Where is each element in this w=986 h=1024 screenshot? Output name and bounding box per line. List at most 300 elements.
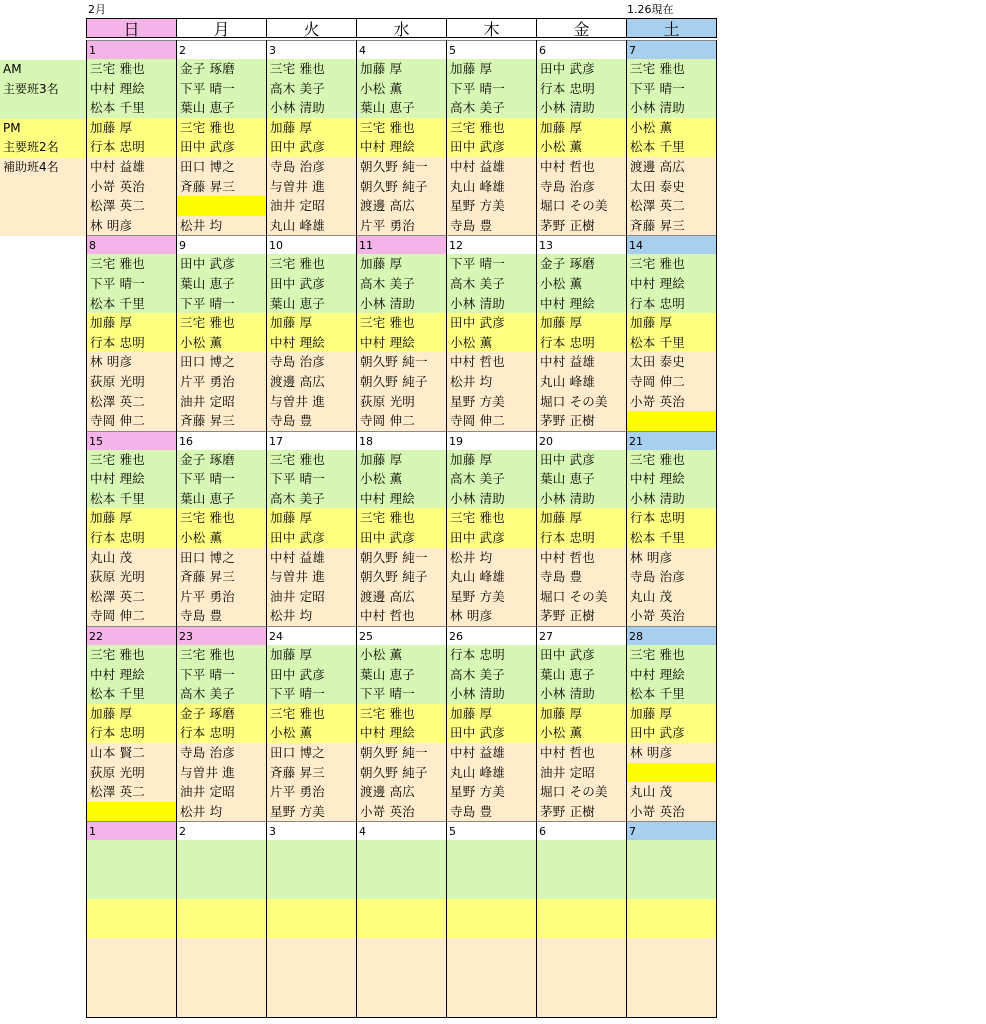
staff-name[interactable]: 小林 清助 xyxy=(360,295,415,311)
staff-name[interactable]: 中村 理絵 xyxy=(90,471,145,487)
staff-name[interactable]: 渡邊 高広 xyxy=(270,373,325,389)
staff-name[interactable]: 松井 均 xyxy=(180,217,223,233)
staff-name[interactable]: 中村 哲也 xyxy=(540,745,595,760)
staff-name[interactable]: 寺島 豊 xyxy=(270,413,313,429)
calendar-day[interactable] xyxy=(177,626,267,821)
staff-name[interactable]: 松本 千里 xyxy=(90,686,145,702)
staff-name[interactable]: 松本 千里 xyxy=(90,295,145,311)
staff-name[interactable]: 松本 千里 xyxy=(90,490,145,506)
staff-name[interactable]: 田口 博之 xyxy=(270,745,325,760)
staff-name[interactable]: 下平 晴一 xyxy=(450,80,505,96)
calendar-day[interactable] xyxy=(447,40,537,235)
staff-name[interactable]: 行本 忠明 xyxy=(540,530,595,546)
staff-name[interactable]: 高木 美子 xyxy=(450,666,505,682)
staff-name[interactable]: 加藤 厚 xyxy=(540,510,583,526)
staff-name[interactable]: 与曽井 進 xyxy=(180,764,235,780)
staff-name[interactable]: 高木 美子 xyxy=(450,471,505,487)
staff-name[interactable]: 三宅 雅也 xyxy=(630,256,685,272)
staff-name[interactable]: 星野 方美 xyxy=(450,198,505,214)
staff-name[interactable]: 中村 理絵 xyxy=(270,334,325,350)
staff-name[interactable]: 加藤 厚 xyxy=(540,119,583,135)
staff-name[interactable]: 寺岡 伸二 xyxy=(450,413,505,429)
staff-name[interactable]: 与曽井 進 xyxy=(270,393,325,409)
staff-name[interactable]: 小松 薫 xyxy=(360,647,403,663)
staff-name[interactable]: 中村 理絵 xyxy=(630,471,685,487)
staff-name[interactable]: 田中 武彦 xyxy=(630,725,685,741)
staff-name[interactable]: 松本 千里 xyxy=(90,100,145,116)
staff-name[interactable]: 下平 晴一 xyxy=(450,256,505,272)
staff-name[interactable]: 丸山 峰雄 xyxy=(540,373,595,389)
staff-name[interactable]: 中村 益雄 xyxy=(450,745,505,760)
staff-name[interactable] xyxy=(87,802,176,822)
staff-name[interactable]: 加藤 厚 xyxy=(450,705,493,721)
staff-name[interactable]: 林 明彦 xyxy=(90,217,133,233)
staff-name[interactable]: 葉山 恵子 xyxy=(180,490,235,506)
staff-name[interactable]: 朝久野 純一 xyxy=(360,745,428,760)
staff-name[interactable]: 中村 哲也 xyxy=(360,608,415,624)
staff-name[interactable]: 三宅 雅也 xyxy=(90,256,145,272)
staff-name[interactable]: 三宅 雅也 xyxy=(270,256,325,272)
staff-name[interactable]: 葉山 恵子 xyxy=(540,471,595,487)
staff-name[interactable]: 茅野 正樹 xyxy=(540,608,595,624)
staff-name[interactable]: 加藤 厚 xyxy=(270,119,313,135)
staff-name[interactable]: 丸山 峰雄 xyxy=(450,178,505,194)
staff-name[interactable]: 丸山 茂 xyxy=(90,549,133,565)
staff-name[interactable]: 小林 清助 xyxy=(540,100,595,116)
staff-name[interactable]: 中村 理絵 xyxy=(90,80,145,96)
calendar-day[interactable] xyxy=(357,626,447,821)
staff-name[interactable]: 寺島 豊 xyxy=(450,803,493,819)
staff-name[interactable]: 松井 均 xyxy=(180,803,223,819)
calendar-day[interactable] xyxy=(86,431,177,626)
calendar-day[interactable] xyxy=(267,235,357,430)
calendar-day[interactable] xyxy=(177,431,267,626)
staff-name[interactable]: 小松 薫 xyxy=(540,275,583,291)
staff-name[interactable]: 高木 美子 xyxy=(180,686,235,702)
staff-name[interactable]: 葉山 恵子 xyxy=(540,666,595,682)
staff-name[interactable]: 三宅 雅也 xyxy=(180,647,235,663)
staff-name[interactable]: 三宅 雅也 xyxy=(630,647,685,663)
staff-name[interactable]: 寺岡 伸二 xyxy=(360,413,415,429)
staff-name[interactable]: 太田 泰史 xyxy=(630,178,685,194)
staff-name[interactable]: 星野 方美 xyxy=(450,784,505,800)
staff-name[interactable]: 小松 薫 xyxy=(360,80,403,96)
staff-name[interactable]: 下平 晴一 xyxy=(180,471,235,487)
staff-name[interactable]: 中村 理絵 xyxy=(630,666,685,682)
day-number: 15 xyxy=(87,431,176,450)
staff-name[interactable]: 金子 琢磨 xyxy=(180,705,235,721)
staff-name[interactable]: 林 明彦 xyxy=(450,608,493,624)
staff-name[interactable]: 加藤 厚 xyxy=(360,256,403,272)
staff-name[interactable]: 行本 忠明 xyxy=(90,725,145,741)
staff-name[interactable]: 下平 晴一 xyxy=(180,666,235,682)
staff-name[interactable]: 小嵜 英治 xyxy=(360,803,415,819)
staff-name[interactable]: 林 明彦 xyxy=(630,549,673,565)
staff-name[interactable]: 下平 晴一 xyxy=(360,686,415,702)
staff-name[interactable]: 松本 千里 xyxy=(630,686,685,702)
staff-name[interactable]: 片平 勇治 xyxy=(180,373,235,389)
staff-name[interactable]: 下平 晴一 xyxy=(90,275,145,291)
staff-name[interactable]: 田中 武彦 xyxy=(450,725,505,741)
staff-name[interactable]: 田中 武彦 xyxy=(360,530,415,546)
staff-name[interactable]: 加藤 厚 xyxy=(540,315,583,331)
calendar-day[interactable] xyxy=(447,431,537,626)
staff-name[interactable]: 斉藤 昇三 xyxy=(180,178,235,194)
staff-name[interactable]: 加藤 厚 xyxy=(360,451,403,467)
staff-name[interactable]: 三宅 雅也 xyxy=(360,510,415,526)
staff-name[interactable]: 加藤 厚 xyxy=(90,705,133,721)
staff-name[interactable]: 丸山 峰雄 xyxy=(270,217,325,233)
staff-name[interactable]: 小松 薫 xyxy=(180,334,223,350)
staff-name[interactable]: 中村 理絵 xyxy=(540,295,595,311)
staff-name[interactable]: 山本 賢二 xyxy=(90,745,145,760)
staff-name[interactable]: 下平 晴一 xyxy=(180,295,235,311)
staff-name[interactable]: 斉藤 昇三 xyxy=(180,569,235,585)
calendar-day[interactable] xyxy=(537,821,627,1018)
staff-name[interactable]: 三宅 雅也 xyxy=(180,510,235,526)
staff-name[interactable]: 朝久野 純一 xyxy=(360,158,428,174)
staff-name[interactable]: 行本 忠明 xyxy=(540,334,595,350)
staff-name[interactable]: 加藤 厚 xyxy=(630,705,673,721)
calendar-day[interactable] xyxy=(267,821,357,1018)
staff-name[interactable]: 星野 方美 xyxy=(270,803,325,819)
staff-name[interactable]: 田中 武彦 xyxy=(450,139,505,155)
staff-name[interactable]: 寺島 治彦 xyxy=(630,569,685,585)
calendar-day[interactable] xyxy=(86,235,177,430)
staff-name[interactable]: 加藤 厚 xyxy=(270,315,313,331)
staff-name[interactable]: 太田 泰史 xyxy=(630,354,685,370)
shift-sub xyxy=(177,743,266,821)
staff-name[interactable]: 小松 薫 xyxy=(270,725,313,741)
staff-name[interactable]: 三宅 雅也 xyxy=(630,61,685,76)
staff-name[interactable]: 加藤 厚 xyxy=(540,705,583,721)
staff-name[interactable]: 寺島 豊 xyxy=(450,217,493,233)
staff-name[interactable]: 行本 忠明 xyxy=(450,647,505,663)
staff-name[interactable]: 片平 勇治 xyxy=(270,784,325,800)
staff-name[interactable]: 朝久野 純子 xyxy=(360,569,428,585)
staff-name[interactable]: 荻原 光明 xyxy=(90,373,145,389)
staff-name[interactable]: 寺島 治彦 xyxy=(270,354,325,370)
staff-name[interactable]: 松本 千里 xyxy=(630,334,685,350)
staff-name[interactable]: 渡邊 高広 xyxy=(630,158,685,174)
staff-name[interactable]: 行本 忠明 xyxy=(90,334,145,350)
calendar-day[interactable] xyxy=(357,431,447,626)
staff-name[interactable]: 松井 均 xyxy=(450,373,493,389)
staff-name[interactable]: 加藤 厚 xyxy=(630,315,673,331)
shift-sub xyxy=(267,743,356,821)
staff-name[interactable]: 三宅 雅也 xyxy=(90,451,145,467)
staff-name[interactable]: 加藤 厚 xyxy=(90,119,133,135)
staff-name[interactable]: 田中 武彦 xyxy=(180,256,235,272)
staff-name[interactable]: 葉山 恵子 xyxy=(180,275,235,291)
staff-name[interactable]: 油井 定昭 xyxy=(180,393,235,409)
staff-name[interactable]: 松澤 英二 xyxy=(90,784,145,800)
calendar-day[interactable] xyxy=(86,821,177,1018)
staff-name[interactable]: 田中 武彦 xyxy=(450,530,505,546)
staff-name[interactable]: 小松 薫 xyxy=(450,334,493,350)
staff-name[interactable]: 丸山 茂 xyxy=(630,588,673,604)
calendar-day[interactable] xyxy=(357,821,447,1018)
staff-name[interactable]: 斉藤 昇三 xyxy=(630,217,685,233)
staff-name[interactable]: 小林 清助 xyxy=(630,100,685,116)
staff-name[interactable]: 油井 定昭 xyxy=(270,198,325,214)
staff-name[interactable]: 堀口 その美 xyxy=(540,198,608,214)
staff-name[interactable]: 松澤 英二 xyxy=(90,393,145,409)
staff-name[interactable]: 中村 益雄 xyxy=(540,354,595,370)
staff-name[interactable]: 油井 定昭 xyxy=(540,764,595,780)
staff-name[interactable]: 中村 哲也 xyxy=(540,158,595,174)
staff-name[interactable]: 三宅 雅也 xyxy=(450,119,505,135)
staff-name[interactable]: 朝久野 純子 xyxy=(360,178,428,194)
calendar-day[interactable] xyxy=(447,821,537,1018)
staff-name[interactable]: 丸山 茂 xyxy=(630,784,673,800)
staff-name[interactable]: 茅野 正樹 xyxy=(540,803,595,819)
calendar-week xyxy=(86,626,717,821)
staff-name[interactable]: 田口 博之 xyxy=(180,549,235,565)
staff-name[interactable]: 小松 薫 xyxy=(540,725,583,741)
staff-name[interactable]: 朝久野 純子 xyxy=(360,764,428,780)
staff-name[interactable]: 小嵜 英治 xyxy=(630,608,685,624)
staff-name[interactable]: 寺岡 伸二 xyxy=(90,608,145,624)
label-am: AM xyxy=(0,60,86,80)
staff-name[interactable]: 中村 理絵 xyxy=(90,666,145,682)
calendar-day[interactable] xyxy=(537,431,627,626)
staff-name[interactable]: 葉山 恵子 xyxy=(180,100,235,116)
staff-name[interactable]: 小林 清助 xyxy=(450,295,505,311)
calendar-day[interactable] xyxy=(86,626,177,821)
staff-name[interactable]: 小林 清助 xyxy=(450,686,505,702)
staff-name[interactable]: 小嵜 英治 xyxy=(90,178,145,194)
staff-name[interactable]: 高木 美子 xyxy=(360,275,415,291)
staff-name[interactable]: 中村 益雄 xyxy=(90,158,145,174)
staff-name[interactable]: 行本 忠明 xyxy=(630,295,685,311)
calendar-day[interactable] xyxy=(177,235,267,430)
staff-name[interactable]: 三宅 雅也 xyxy=(630,451,685,467)
staff-name[interactable]: 与曽井 進 xyxy=(270,178,325,194)
staff-name[interactable]: 小嵜 英治 xyxy=(630,803,685,819)
staff-name[interactable]: 三宅 雅也 xyxy=(360,705,415,721)
staff-name[interactable]: 荻原 光明 xyxy=(90,764,145,780)
calendar-day[interactable] xyxy=(177,40,267,235)
staff-name[interactable]: 朝久野 純一 xyxy=(360,549,428,565)
staff-name[interactable]: 行本 忠明 xyxy=(90,139,145,155)
staff-name[interactable]: 油井 定昭 xyxy=(180,784,235,800)
shift-pm xyxy=(447,508,536,547)
calendar-day[interactable] xyxy=(447,235,537,430)
staff-name[interactable]: 葉山 恵子 xyxy=(270,295,325,311)
staff-name[interactable]: 堀口 その美 xyxy=(540,784,608,800)
calendar-day[interactable] xyxy=(267,431,357,626)
staff-name[interactable]: 加藤 厚 xyxy=(270,510,313,526)
day-number: 8 xyxy=(87,235,176,254)
staff-name[interactable]: 松澤 英二 xyxy=(90,588,145,604)
calendar-day[interactable] xyxy=(267,40,357,235)
staff-name[interactable]: 中村 理絵 xyxy=(360,139,415,155)
staff-name[interactable]: 加藤 厚 xyxy=(90,315,133,331)
staff-name[interactable]: 茅野 正樹 xyxy=(540,217,595,233)
staff-name[interactable] xyxy=(627,763,716,783)
staff-name[interactable]: 三宅 雅也 xyxy=(450,510,505,526)
calendar-day[interactable] xyxy=(357,235,447,430)
staff-name[interactable]: 田中 武彦 xyxy=(180,139,235,155)
staff-name[interactable]: 葉山 恵子 xyxy=(360,666,415,682)
staff-name[interactable]: 片平 勇治 xyxy=(180,588,235,604)
calendar-day[interactable] xyxy=(447,626,537,821)
staff-name[interactable]: 下平 晴一 xyxy=(630,80,685,96)
staff-name[interactable]: 中村 哲也 xyxy=(450,354,505,370)
staff-name[interactable]: 下平 晴一 xyxy=(270,686,325,702)
staff-name[interactable]: 三宅 雅也 xyxy=(270,61,325,76)
staff-name[interactable]: 中村 理絵 xyxy=(360,334,415,350)
day-number: 7 xyxy=(627,821,716,840)
staff-name[interactable]: 斉藤 昇三 xyxy=(180,413,235,429)
shift-pm xyxy=(357,508,446,547)
staff-name[interactable]: 金子 琢磨 xyxy=(180,451,235,467)
staff-name[interactable]: 三宅 雅也 xyxy=(90,61,145,76)
staff-name[interactable]: 中村 理絵 xyxy=(630,275,685,291)
staff-name[interactable]: 中村 理絵 xyxy=(360,725,415,741)
staff-name[interactable]: 荻原 光明 xyxy=(90,569,145,585)
calendar-day[interactable] xyxy=(267,626,357,821)
staff-name[interactable]: 小松 薫 xyxy=(630,119,673,135)
staff-name[interactable]: 寺島 治彦 xyxy=(540,178,595,194)
staff-name[interactable]: 金子 琢磨 xyxy=(180,61,235,76)
staff-name[interactable]: 寺島 治彦 xyxy=(270,158,325,174)
calendar-day[interactable] xyxy=(537,235,627,430)
staff-name[interactable]: 行本 忠明 xyxy=(90,530,145,546)
staff-name[interactable]: 小林 清助 xyxy=(270,100,325,116)
staff-name[interactable]: 葉山 恵子 xyxy=(360,100,415,116)
staff-name[interactable]: 寺島 治彦 xyxy=(180,745,235,760)
staff-name[interactable]: 中村 理絵 xyxy=(360,490,415,506)
staff-name[interactable]: 与曽井 進 xyxy=(270,569,325,585)
calendar-day[interactable] xyxy=(357,40,447,235)
staff-name[interactable]: 田口 博之 xyxy=(180,158,235,174)
staff-name[interactable]: 田中 武彦 xyxy=(540,451,595,467)
staff-name[interactable]: 星野 方美 xyxy=(450,588,505,604)
shift-sub xyxy=(267,548,356,626)
staff-name[interactable]: 朝久野 純子 xyxy=(360,373,428,389)
staff-name[interactable]: 寺島 豊 xyxy=(540,569,583,585)
staff-name[interactable]: 高木 美子 xyxy=(270,490,325,506)
staff-name[interactable]: 田中 武彦 xyxy=(540,61,595,76)
calendar-day[interactable] xyxy=(177,821,267,1018)
staff-name[interactable]: 田中 武彦 xyxy=(270,275,325,291)
staff-name[interactable]: 星野 方美 xyxy=(450,393,505,409)
staff-name[interactable]: 小松 薫 xyxy=(180,530,223,546)
calendar-day[interactable] xyxy=(537,40,627,235)
shift-am xyxy=(267,59,356,118)
staff-name[interactable]: 渡邊 高広 xyxy=(360,784,415,800)
staff-name[interactable] xyxy=(627,411,716,431)
staff-name[interactable]: 渡邊 高広 xyxy=(360,588,415,604)
staff-name[interactable]: 寺岡 伸二 xyxy=(630,373,685,389)
staff-name[interactable]: 松澤 英二 xyxy=(630,198,685,214)
staff-name[interactable]: 丸山 峰雄 xyxy=(450,569,505,585)
staff-name[interactable]: 行本 忠明 xyxy=(540,80,595,96)
staff-name[interactable]: 渡邊 高広 xyxy=(360,198,415,214)
staff-name[interactable]: 中村 益雄 xyxy=(450,158,505,174)
calendar-day[interactable] xyxy=(86,40,177,235)
staff-name[interactable]: 小松 薫 xyxy=(540,139,583,155)
staff-name[interactable]: 田口 博之 xyxy=(180,354,235,370)
staff-name[interactable]: 下平 晴一 xyxy=(270,471,325,487)
staff-name[interactable]: 林 明彦 xyxy=(630,745,673,760)
staff-name[interactable]: 田中 武彦 xyxy=(450,315,505,331)
staff-name[interactable]: 加藤 厚 xyxy=(90,510,133,526)
staff-name[interactable]: 中村 益雄 xyxy=(270,549,325,565)
staff-name[interactable]: 下平 晴一 xyxy=(180,80,235,96)
staff-name[interactable]: 寺岡 伸二 xyxy=(90,413,145,429)
staff-name[interactable]: 高木 美子 xyxy=(270,80,325,96)
calendar-day[interactable] xyxy=(627,40,717,235)
staff-name[interactable]: 小林 清助 xyxy=(450,490,505,506)
staff-name[interactable]: 加藤 厚 xyxy=(360,61,403,76)
staff-name[interactable]: 行本 忠明 xyxy=(630,510,685,526)
calendar-day[interactable] xyxy=(627,821,717,1018)
staff-name[interactable]: 田中 武彦 xyxy=(270,530,325,546)
staff-name[interactable]: 斉藤 昇三 xyxy=(270,764,325,780)
staff-name[interactable]: 三宅 雅也 xyxy=(360,119,415,135)
calendar-day[interactable] xyxy=(537,626,627,821)
staff-name[interactable]: 松本 千里 xyxy=(630,530,685,546)
staff-name[interactable]: 加藤 厚 xyxy=(450,451,493,467)
staff-name[interactable]: 小林 清助 xyxy=(630,490,685,506)
staff-name[interactable] xyxy=(177,196,266,216)
staff-name[interactable]: 三宅 雅也 xyxy=(180,315,235,331)
staff-name[interactable]: 三宅 雅也 xyxy=(360,315,415,331)
staff-name[interactable]: 高木 美子 xyxy=(450,100,505,116)
staff-name[interactable]: 三宅 雅也 xyxy=(180,119,235,135)
staff-name[interactable]: 小松 薫 xyxy=(360,471,403,487)
staff-name[interactable]: 田中 武彦 xyxy=(270,666,325,682)
staff-name[interactable]: 中村 哲也 xyxy=(540,549,595,565)
staff-name[interactable]: 松井 均 xyxy=(450,549,493,565)
staff-name[interactable]: 田中 武彦 xyxy=(270,139,325,155)
staff-name[interactable]: 松澤 英二 xyxy=(90,198,145,214)
staff-name[interactable]: 三宅 雅也 xyxy=(270,451,325,467)
calendar-day[interactable] xyxy=(627,431,717,626)
staff-name[interactable]: 荻原 光明 xyxy=(360,393,415,409)
shift-am xyxy=(87,840,176,899)
staff-name[interactable]: 油井 定昭 xyxy=(270,588,325,604)
staff-name[interactable]: 小林 清助 xyxy=(540,686,595,702)
staff-name[interactable]: 行本 忠明 xyxy=(180,725,235,741)
calendar-day[interactable] xyxy=(627,626,717,821)
shift-pm xyxy=(627,899,716,938)
staff-name[interactable]: 金子 琢磨 xyxy=(540,256,595,272)
staff-name[interactable]: 堀口 その美 xyxy=(540,393,608,409)
staff-name[interactable]: 三宅 雅也 xyxy=(90,647,145,663)
calendar-day[interactable] xyxy=(627,235,717,430)
staff-name[interactable]: 茅野 正樹 xyxy=(540,413,595,429)
staff-name[interactable]: 丸山 峰雄 xyxy=(450,764,505,780)
staff-name[interactable]: 加藤 厚 xyxy=(450,61,493,76)
staff-name[interactable]: 加藤 厚 xyxy=(270,647,313,663)
staff-name[interactable]: 寺島 豊 xyxy=(180,608,223,624)
staff-name[interactable]: 小林 清助 xyxy=(540,490,595,506)
staff-name[interactable]: 堀口 その美 xyxy=(540,588,608,604)
staff-name[interactable]: 朝久野 純一 xyxy=(360,354,428,370)
staff-name[interactable]: 田中 武彦 xyxy=(540,647,595,663)
staff-name[interactable]: 松井 均 xyxy=(270,608,313,624)
staff-name[interactable]: 高木 美子 xyxy=(450,275,505,291)
staff-name[interactable]: 小嵜 英治 xyxy=(630,393,685,409)
staff-name[interactable]: 林 明彦 xyxy=(90,354,133,370)
staff-name[interactable]: 三宅 雅也 xyxy=(270,705,325,721)
staff-name[interactable]: 片平 勇治 xyxy=(360,217,415,233)
staff-name[interactable]: 松本 千里 xyxy=(630,139,685,155)
